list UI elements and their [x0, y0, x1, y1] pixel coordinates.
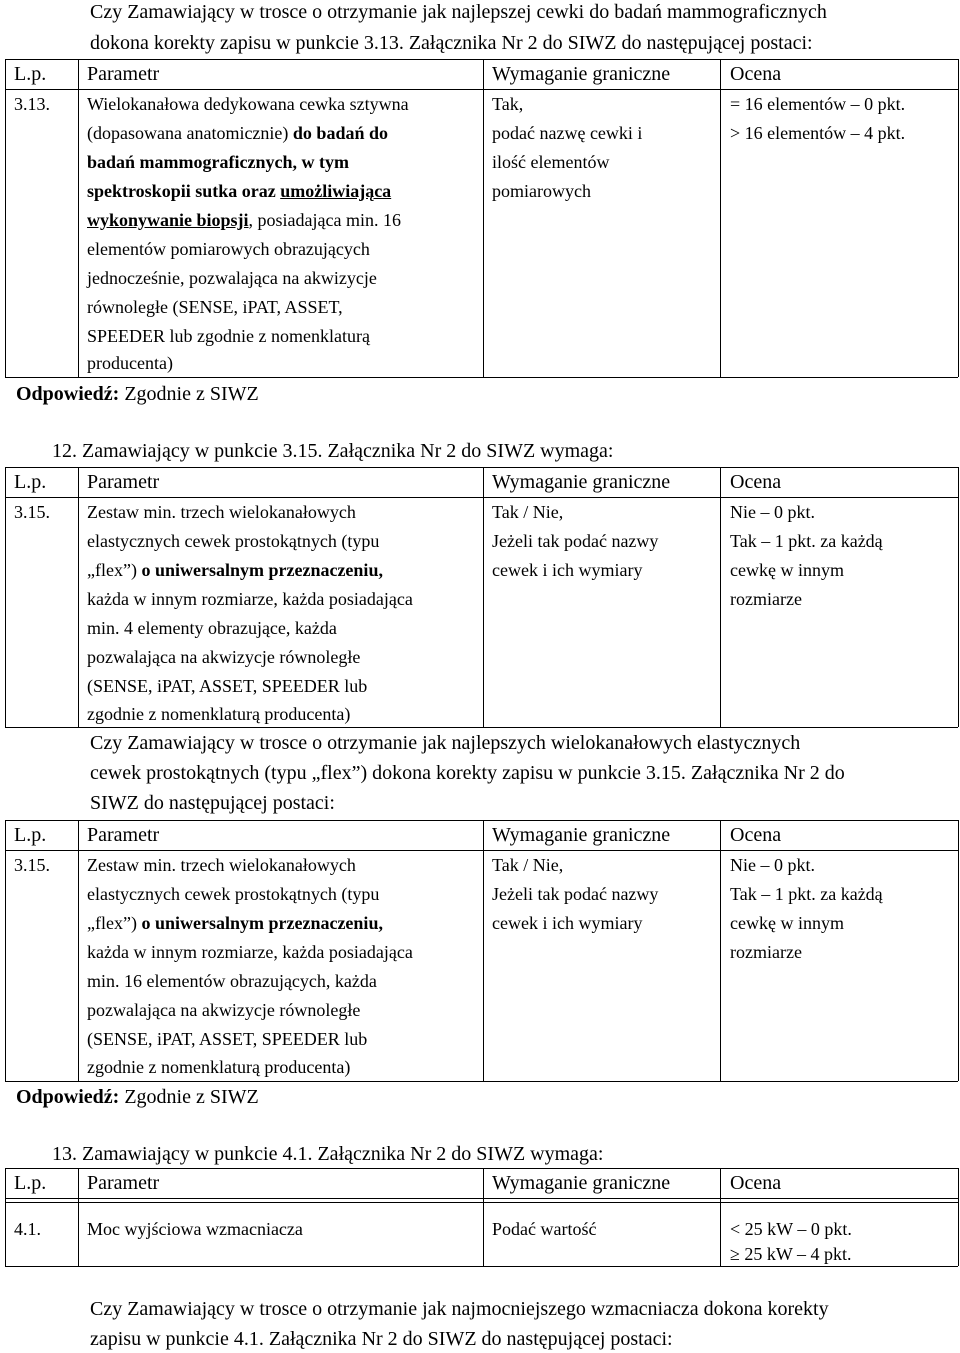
param-line: elastycznych cewek prostokątnych (typu: [87, 531, 380, 551]
row-lp: 3.13.: [14, 94, 50, 114]
param-line: zgodnie z nomenklaturą producenta): [87, 1057, 351, 1077]
row-lp: 3.15.: [14, 855, 50, 875]
param-line: producenta): [87, 353, 173, 373]
header-lp: L.p.: [14, 1172, 47, 1194]
param-line: zgodnie z nomenklaturą producenta): [87, 704, 351, 724]
param-line: „flex”) o uniwersalnym przeznaczeniu,: [87, 913, 383, 933]
req-line: Jeżeli tak podać nazwy: [492, 531, 659, 551]
param-line: Moc wyjściowa wzmacniacza: [87, 1219, 303, 1239]
header-req: Wymaganie graniczne: [492, 63, 671, 85]
header-param: Parametr: [87, 1172, 160, 1194]
req-line: Podać wartość: [492, 1219, 597, 1239]
param-line: Wielokanałowa dedykowana cewka sztywna: [87, 94, 409, 114]
req-line: cewek i ich wymiary: [492, 560, 643, 580]
param-line: każda w innym rozmiarze, każda posiadająca: [87, 589, 413, 609]
param-line: równoległe (SENSE, iPAT, ASSET,: [87, 297, 343, 317]
header-param: Parametr: [87, 824, 160, 846]
param-line: (SENSE, iPAT, ASSET, SPEEDER lub: [87, 1029, 368, 1049]
param-line: pozwalająca na akwizycje równoległe: [87, 1000, 361, 1020]
req-line: Jeżeli tak podać nazwy: [492, 884, 659, 904]
param-line: wykonywanie biopsji, posiadająca min. 16: [87, 210, 402, 230]
req-line: Tak,: [492, 94, 524, 114]
header-score: Ocena: [730, 824, 782, 846]
header-lp: L.p.: [14, 63, 47, 85]
answer: Odpowiedź: Zgodnie z SIWZ: [16, 1086, 259, 1108]
row-lp: 4.1.: [14, 1219, 41, 1239]
header-param: Parametr: [87, 471, 160, 493]
intro-line: dokona korekty zapisu w punkcie 3.13. Załącznika Nr 2 do SIWZ do następującej postaci:: [90, 32, 813, 54]
param-line: min. 16 elementów obrazujących, każda: [87, 971, 377, 991]
row-lp: 3.15.: [14, 502, 50, 522]
param-line: (SENSE, iPAT, ASSET, SPEEDER lub: [87, 676, 368, 696]
param-line: elementów pomiarowych obrazujących: [87, 239, 370, 259]
score-line: = 16 elementów – 0 pkt.: [730, 94, 906, 114]
score-line: Nie – 0 pkt.: [730, 855, 815, 875]
intro-line: SIWZ do następującej postaci:: [90, 792, 335, 814]
req-line: Tak / Nie,: [492, 502, 564, 522]
req-line: ilość elementów: [492, 152, 610, 172]
intro-line: Czy Zamawiający w trosce o otrzymanie jak najlepszych wielokanałowych elastycznych: [90, 732, 801, 754]
header-param: Parametr: [87, 63, 160, 85]
question-12: 12. Zamawiający w punkcie 3.15. Załącznika Nr 2 do SIWZ wymaga:: [52, 440, 614, 462]
header-score: Ocena: [730, 471, 782, 493]
answer: Odpowiedź: Zgodnie z SIWZ: [16, 383, 259, 405]
score-line: cewkę w innym: [730, 913, 844, 933]
intro-line: zapisu w punkcie 4.1. Załącznika Nr 2 do SIWZ do następującej postaci:: [90, 1328, 673, 1350]
header-lp: L.p.: [14, 471, 47, 493]
param-line: Zestaw min. trzech wielokanałowych: [87, 855, 356, 875]
req-line: cewek i ich wymiary: [492, 913, 643, 933]
header-score: Ocena: [730, 1172, 782, 1194]
param-line: badań mammograficznych, w tym: [87, 152, 349, 172]
score-line: Tak – 1 pkt. za każdą: [730, 884, 883, 904]
req-line: podać nazwę cewki i: [492, 123, 643, 143]
header-score: Ocena: [730, 63, 782, 85]
score-line: Nie – 0 pkt.: [730, 502, 815, 522]
question-13: 13. Zamawiający w punkcie 4.1. Załącznika Nr 2 do SIWZ wymaga:: [52, 1143, 604, 1165]
param-line: jednocześnie, pozwalająca na akwizycje: [87, 268, 377, 288]
param-line: spektroskopii sutka oraz umożliwiająca: [87, 181, 392, 201]
intro-line: cewek prostokątnych (typu „flex”) dokona korekty zapisu w punkcie 3.15. Załącznika Nr 2 do: [90, 762, 845, 784]
header-req: Wymaganie graniczne: [492, 824, 671, 846]
param-line: Zestaw min. trzech wielokanałowych: [87, 502, 356, 522]
param-line: SPEEDER lub zgodnie z nomenklaturą: [87, 326, 370, 346]
score-line: rozmiarze: [730, 942, 802, 962]
param-line: pozwalająca na akwizycje równoległe: [87, 647, 361, 667]
score-line: cewkę w innym: [730, 560, 844, 580]
score-line: rozmiarze: [730, 589, 802, 609]
intro-line: Czy Zamawiający w trosce o otrzymanie jak najmocniejszego wzmacniacza dokona korekty: [90, 1298, 829, 1320]
score-line: > 16 elementów – 4 pkt.: [730, 123, 906, 143]
score-line: < 25 kW – 0 pkt.: [730, 1219, 852, 1239]
score-line: Tak – 1 pkt. za każdą: [730, 531, 883, 551]
intro-line: Czy Zamawiający w trosce o otrzymanie jak najlepszej cewki do badań mammograficznych: [90, 1, 827, 23]
param-line: min. 4 elementy obrazujące, każda: [87, 618, 337, 638]
param-line: (dopasowana anatomicznie) do badań do: [87, 123, 388, 143]
req-line: pomiarowych: [492, 181, 591, 201]
param-line: „flex”) o uniwersalnym przeznaczeniu,: [87, 560, 383, 580]
req-line: Tak / Nie,: [492, 855, 564, 875]
score-line: ≥ 25 kW – 4 pkt.: [730, 1244, 852, 1264]
param-line: każda w innym rozmiarze, każda posiadająca: [87, 942, 413, 962]
header-lp: L.p.: [14, 824, 47, 846]
param-line: elastycznych cewek prostokątnych (typu: [87, 884, 380, 904]
header-req: Wymaganie graniczne: [492, 1172, 671, 1194]
header-req: Wymaganie graniczne: [492, 471, 671, 493]
